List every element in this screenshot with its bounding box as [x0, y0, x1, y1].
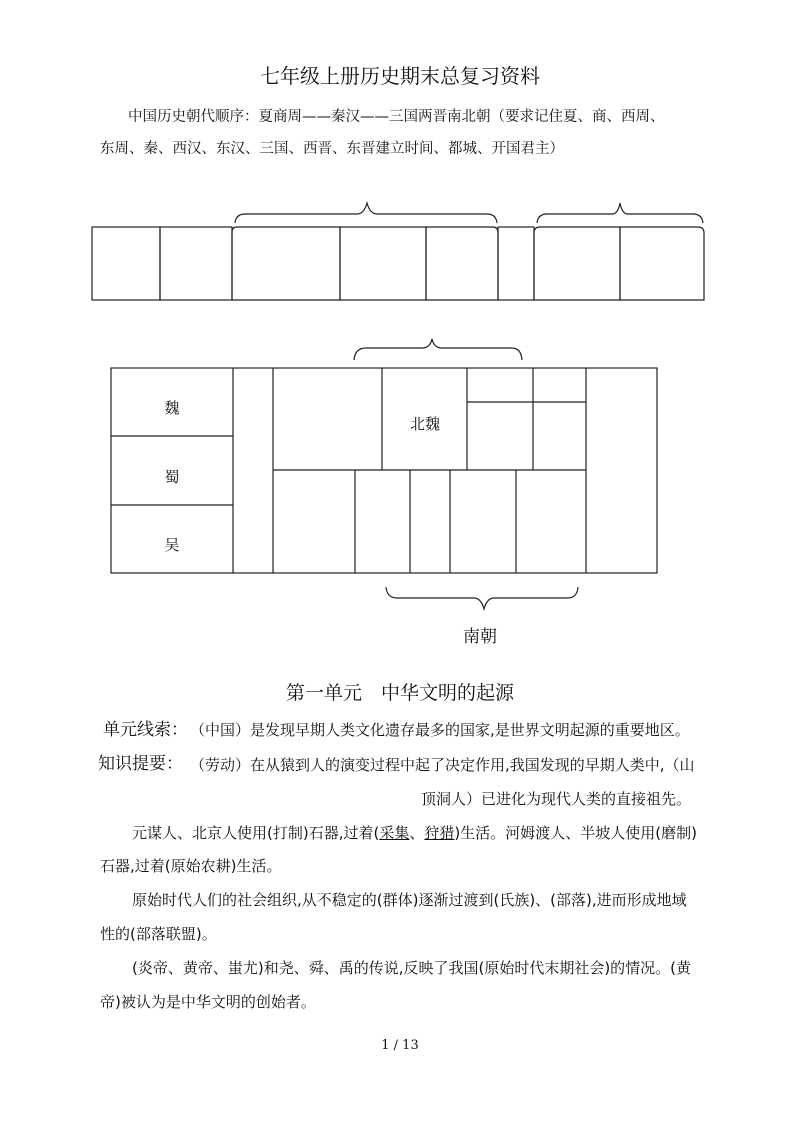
intro-line-1: 中国历史朝代顺序：夏商周——秦汉——三国两晋南北朝（要求记住夏、商、西周、: [128, 109, 665, 125]
page-title: 七年级上册历史期末总复习资料: [260, 64, 540, 88]
unit-title: 第一单元 中华文明的起源: [285, 682, 514, 704]
row1-box-2: [160, 227, 232, 300]
row1-box-3: [232, 227, 340, 300]
para-1-text-b: )生活。河姆渡人、半坡人使用(磨制): [454, 824, 697, 842]
para-1-underline-shoulie: 狩猎: [424, 824, 455, 842]
para-1-sep: 、: [409, 824, 425, 842]
para-1-underline-caiji: 采集: [379, 824, 410, 842]
points-line-1: （劳动）在从猿到人的演变过程中起了决定作用,我国发现的早期人类中,（山: [190, 756, 695, 774]
label-beiwei: 北魏: [409, 415, 441, 433]
para-2-line-1: 原始时代人们的社会组织,从不稳定的(群体)逐渐过渡到(氏族)、(部落),进而形成地域: [132, 891, 687, 909]
label-nanchao: 南朝: [463, 627, 497, 647]
clue-label: 单元线索：: [103, 720, 188, 740]
row1-box-1: [92, 227, 160, 300]
label-wei: 魏: [164, 399, 180, 417]
para-1-line-1: [132, 822, 697, 843]
para-1-line-2: 石器,过着(原始农耕)生活。: [100, 857, 282, 875]
points-line-2: 顶洞人）已进化为现代人类的直接祖先。: [421, 790, 692, 808]
brace-jin: [537, 203, 703, 223]
row1-box-6: [498, 227, 534, 300]
para-3-line-1: (炎帝、黄帝、蚩尤)和尧、舜、禹的传说,反映了我国(原始时代末期社会)的情况。(黄: [132, 959, 692, 977]
label-wu: 吴: [164, 536, 180, 554]
row1-box-7: [534, 227, 620, 300]
row1-box-5: [426, 227, 498, 300]
row1-box-4: [340, 227, 426, 300]
clue-text: （中国）是发现早期人类文化遗存最多的国家,是世界文明起源的重要地区。: [190, 721, 690, 739]
para-3-line-2: 帝)被认为是中华文明的创始者。: [100, 993, 316, 1011]
brace-nanchao: [386, 587, 578, 609]
para-2-line-2: 性的(部落联盟)。: [100, 925, 217, 943]
brace-han: [235, 203, 497, 223]
points-label: 知识提要：: [98, 754, 183, 774]
page-number: 1 / 13: [381, 1038, 419, 1053]
label-shu: 蜀: [164, 468, 180, 486]
para-1-text-a: 元谋人、北京人使用(打制)石器,过着(: [132, 824, 380, 842]
brace-middle: [354, 339, 522, 360]
intro-line-2: 东周、秦、西汉、东汉、三国、西晋、东晋建立时间、都城、开国君主）: [100, 141, 564, 157]
row1-boxes: [92, 227, 704, 300]
row1-box-8: [620, 227, 704, 300]
